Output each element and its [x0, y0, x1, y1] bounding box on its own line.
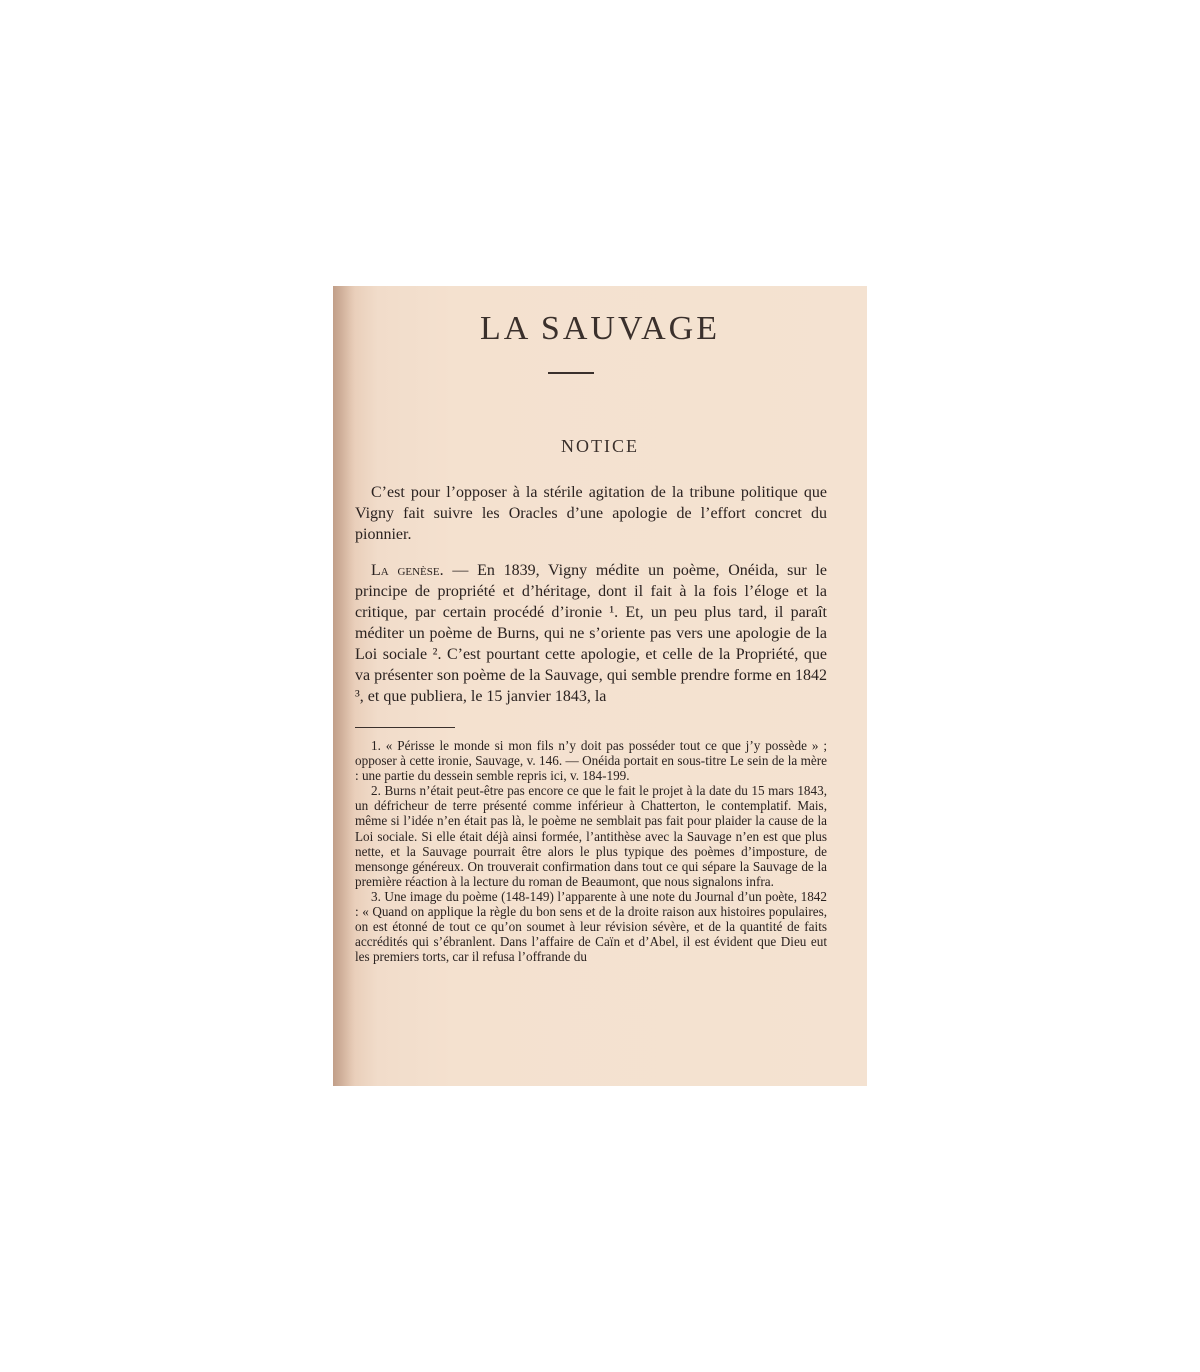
binding-shadow — [333, 286, 355, 1086]
book-page — [333, 286, 867, 1086]
footnotes — [355, 738, 827, 964]
footnote-2: 2. Burns n’était peut-être pas encore ce que le fait le projet à la date du 15 mars 1843, un défricheur de terre présenté comme inférieur à Chatterton, le contemplatif. Mais, même si l’idée n’en était pas là, le poème ne semblait pas fait pour plaider la cause de la Loi sociale. Si elle était déjà ainsi formée, l’antithèse avec la Sauvage n’en est que plus nette, et la Sauvage pourrait être alors le plus typique des poèmes d’imposture, de mensonge généreux. On trouverait confirmation dans tout ce qui sépare la Sauvage de la première réaction à la lecture du roman de Beaumont, que nous signalons infra. — [355, 783, 827, 889]
paragraph-2-lead: La genèse. — [371, 562, 444, 579]
page-title: LA SAUVAGE — [479, 310, 720, 347]
footnote-1: 1. « Périsse le monde si mon fils n’y doit pas posséder tout ce que j’y possède » ; opposer à cette ironie, Sauvage, v. 146. — Onéida portait en sous-titre Le sein de la mère : une partie du dessein semble repris ici, v. 184-199. — [355, 738, 827, 784]
footnote-rule — [355, 727, 455, 728]
paragraph-2 — [355, 560, 827, 707]
section-heading: NOTICE — [561, 436, 639, 456]
paragraph-1: C’est pour l’opposer à la stérile agitation de la tribune politique que Vigny fait suivre les Oracles d’une apologie de l’effort concret du pionnier. — [355, 484, 827, 543]
body-text — [355, 482, 827, 707]
footnote-3: 3. Une image du poème (148-149) l’apparente à une note du Journal d’un poète, 1842 : « Quand on applique la règle du bon sens et de la droite raison aux histoires populaires, on est étonné de tout ce qu’on soumet à leur révision sévère, et de la quantité de faits accrédités qui s’ébranlent. Dans l’affaire de Caïn et d’Abel, il est évident que Dieu eut les premiers torts, car il refusa l’offrande du — [355, 888, 827, 965]
paragraph-2-text: — En 1839, Vigny médite un poème, Onéida, sur le principe de propriété et d’héritage, dont il fait à la fois l’éloge et la critique, par certain procédé d’ironie ¹. Et, un peu plus tard, il paraît méditer un poème de Burns, qui ne s’oriente pas vers une apologie de la Loi sociale ². C’est pourtant cette apologie, et celle de la Propriété, que va présenter son poème de la Sauvage, qui semble prendre forme en 1842 ³, et que publiera, le 15 janvier 1843, la — [355, 562, 827, 705]
title-rule — [548, 372, 594, 374]
